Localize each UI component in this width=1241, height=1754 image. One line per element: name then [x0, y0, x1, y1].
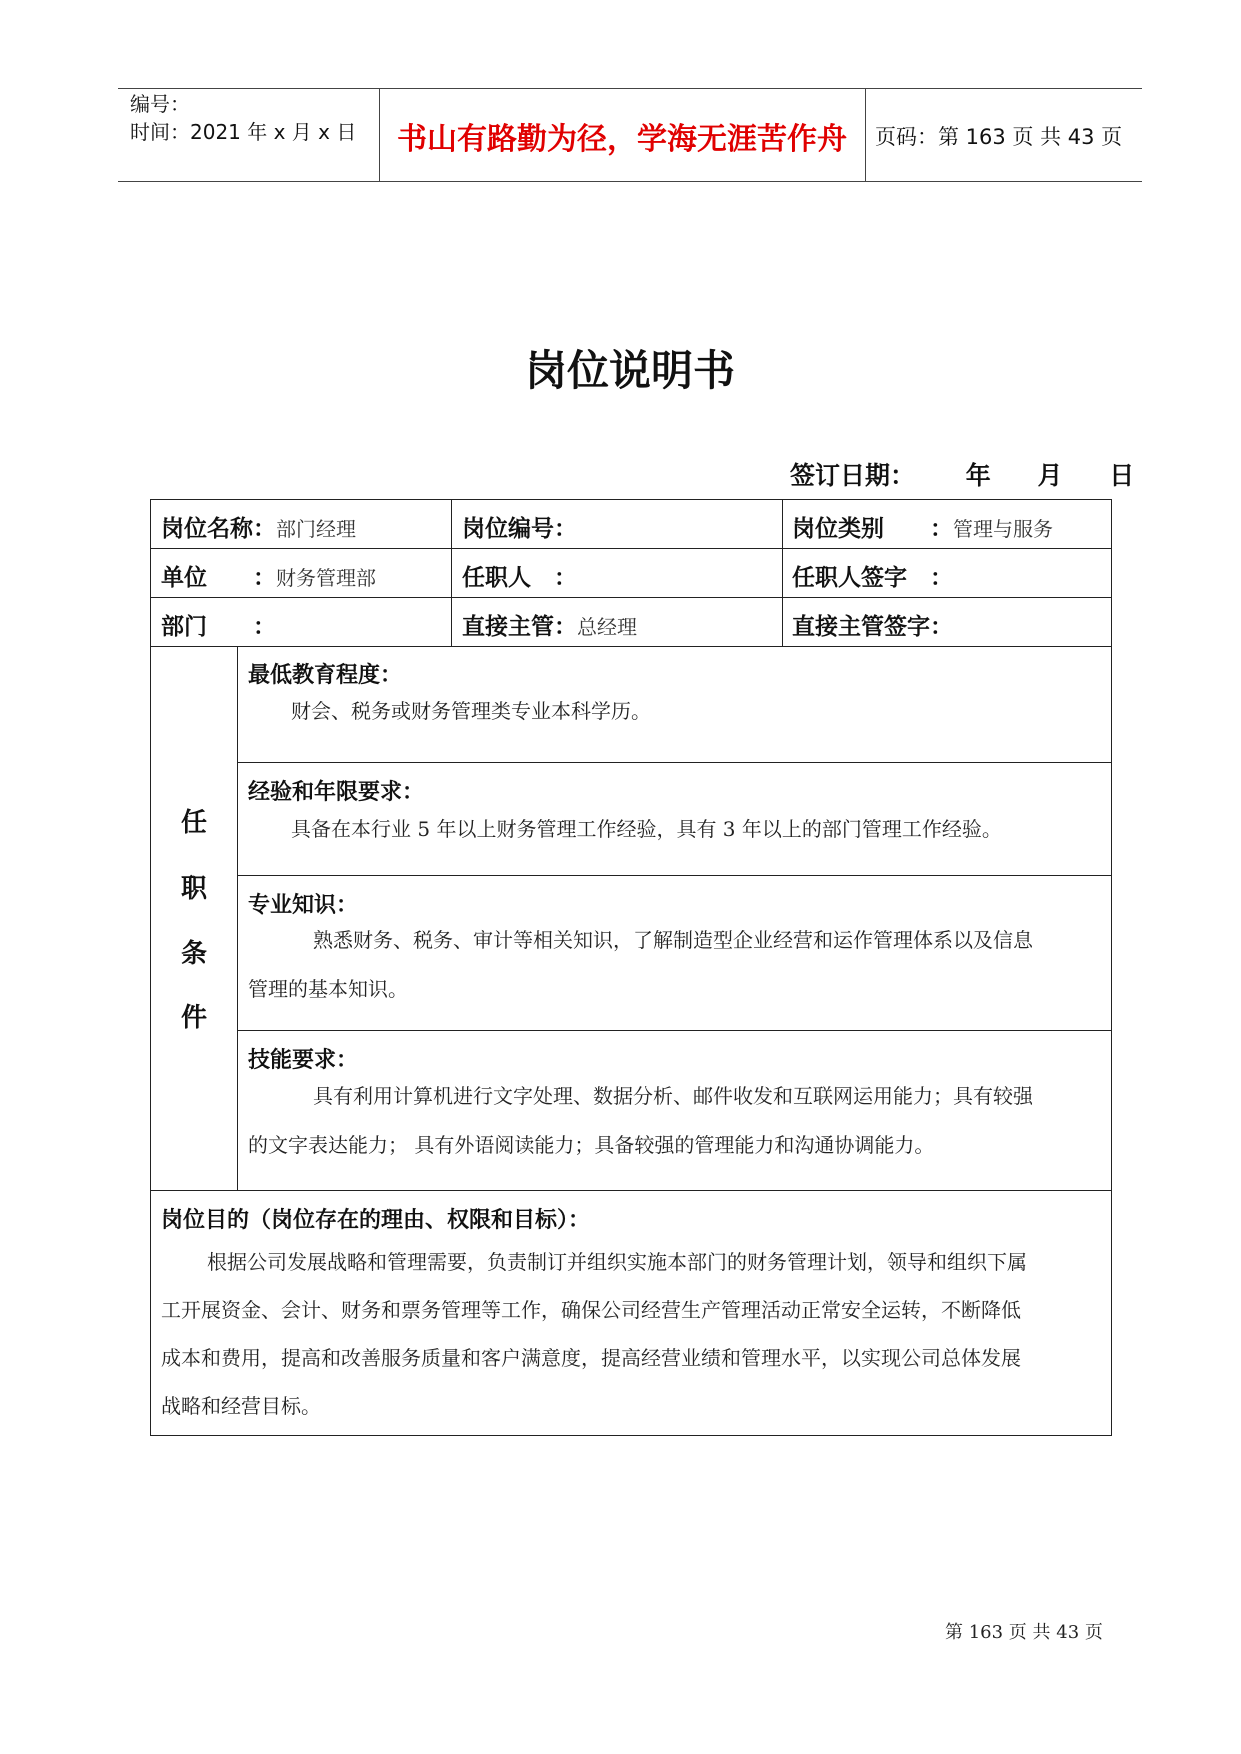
info-row-2-col-1	[161, 559, 376, 592]
position-name-value: 部门经理	[276, 517, 356, 541]
info-row-3-col-1	[161, 608, 276, 641]
page-footer: 第 163 页 共 43 页	[945, 1622, 1103, 1643]
info-row-3-col-2	[462, 608, 637, 641]
supervisor-signature-label: 直接主管签字：	[792, 614, 953, 640]
purpose-line-2: 工开展资金、会计、财务和票务管理等工作，确保公司经营生产管理活动正常安全运转，不断降低	[161, 1298, 1021, 1322]
unit-value: 财务管理部	[276, 566, 376, 590]
skills-title: 技能要求：	[248, 1048, 359, 1073]
header-time-label: 时间：2021 年 x 月 x 日	[130, 120, 357, 144]
knowledge-line-1: 熟悉财务、税务、审计等相关知识，了解制造型企业经营和运作管理体系以及信息	[313, 928, 1033, 952]
row-divider	[151, 597, 1111, 598]
header-top-rule	[118, 88, 1142, 89]
header-divider-right	[865, 88, 866, 181]
position-category-label: 岗位类别 ：	[792, 516, 953, 542]
knowledge-line-2: 管理的基本知识。	[248, 977, 408, 1001]
row-divider	[151, 1190, 1111, 1191]
info-row-2-col-3	[792, 559, 953, 592]
qualifications-side-label-4: 件	[180, 1003, 207, 1033]
sign-date-label: 签订日期：	[790, 461, 916, 490]
department-label: 部门 ：	[161, 614, 276, 640]
info-row-1-col-3	[792, 510, 1053, 543]
knowledge-title: 专业知识：	[248, 893, 359, 918]
row-divider	[151, 548, 1111, 549]
sign-date-day: 日	[1109, 461, 1135, 490]
info-row-1-col-1	[161, 510, 356, 543]
header-motto: 书山有路勤为径，学海无涯苦作舟	[397, 122, 847, 157]
col-divider	[782, 500, 783, 646]
experience-title: 经验和年限要求：	[248, 780, 425, 805]
document-title: 岗位说明书	[524, 346, 735, 395]
info-row-1-col-2	[462, 510, 577, 543]
section-divider	[237, 875, 1111, 876]
position-category-value: 管理与服务	[953, 517, 1053, 541]
position-code-label: 岗位编号：	[462, 516, 577, 542]
section-divider	[237, 1030, 1111, 1031]
education-body: 财会、税务或财务管理类专业本科学历。	[291, 699, 651, 723]
qualifications-side-label-3: 条	[180, 939, 207, 969]
purpose-line-3: 成本和费用，提高和改善服务质量和客户满意度，提高经营业绩和管理水平，以实现公司总体发展	[161, 1346, 1021, 1370]
education-title: 最低教育程度：	[248, 663, 403, 688]
qualifications-side-label-1: 任	[180, 808, 207, 838]
position-name-label: 岗位名称：	[161, 516, 276, 542]
position-table	[150, 499, 1112, 1436]
sign-date	[790, 456, 1134, 492]
row-divider	[151, 646, 1111, 647]
experience-body: 具备在本行业 5 年以上财务管理工作经验，具有 3 年以上的部门管理工作经验。	[291, 817, 1002, 841]
purpose-line-4: 战略和经营目标。	[161, 1394, 321, 1418]
header-bottom-rule	[118, 181, 1142, 182]
qualifications-side-label-2: 职	[180, 874, 207, 904]
header-page-info: 页码：第 163 页 共 43 页	[875, 125, 1123, 149]
header-number-label: 编号：	[130, 92, 190, 116]
unit-label: 单位 ：	[161, 565, 276, 591]
col-divider	[451, 500, 452, 646]
header-meta	[130, 90, 356, 146]
skills-line-1: 具有利用计算机进行文字处理、数据分析、邮件收发和互联网运用能力；具有较强	[313, 1084, 1033, 1108]
info-row-3-col-3	[792, 608, 953, 641]
incumbent-signature-label: 任职人签字 ：	[792, 565, 953, 591]
purpose-line-1: 根据公司发展战略和管理需要，负责制订并组织实施本部门的财务管理计划，领导和组织下属	[207, 1250, 1027, 1274]
purpose-title: 岗位目的（岗位存在的理由、权限和目标）：	[161, 1208, 591, 1233]
direct-supervisor-value: 总经理	[577, 615, 637, 639]
info-row-2-col-2	[462, 559, 577, 592]
section-divider	[237, 762, 1111, 763]
col-divider	[237, 646, 238, 1190]
sign-date-month: 月	[1037, 461, 1063, 490]
incumbent-label: 任职人 ：	[462, 565, 577, 591]
skills-line-2: 的文字表达能力； 具有外语阅读能力；具备较强的管理能力和沟通协调能力。	[248, 1133, 935, 1157]
direct-supervisor-label: 直接主管：	[462, 614, 577, 640]
sign-date-year: 年	[965, 461, 991, 490]
